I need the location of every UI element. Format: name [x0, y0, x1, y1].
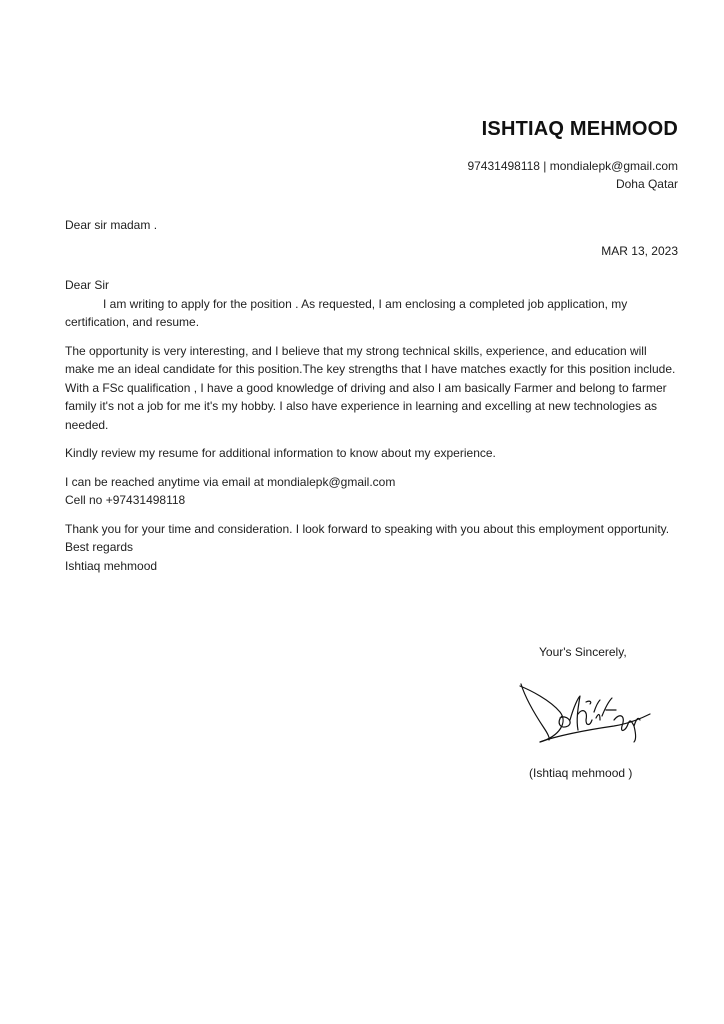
- handwritten-signature: [516, 676, 654, 752]
- contact-cell-line: Cell no +97431498118: [65, 493, 186, 507]
- contact-location: Doha Qatar: [615, 177, 678, 191]
- paragraph-opportunity: The opportunity is very interesting, and I believe that my strong technical skills, experience, and education will make me an ideal candidate for this position.The key strengths that I have matches exactly for this position include.: [65, 343, 676, 376]
- contact-email-line: I can be reached anytime via email at mondialepk@gmail.com: [65, 474, 396, 489]
- paragraph-qualification: With a FSc qualification , I have a good knowledge of driving and also I am basically Farmer and belong to farmer family it's not a job for me it's my hobby. I also have experience in learning and excelling at new technologies as needed.: [65, 380, 667, 432]
- signature-name: (Ishtiaq mehmood ): [529, 766, 633, 780]
- letter-body: [65, 276, 677, 575]
- regards-name: Ishtiaq mehmood: [65, 558, 158, 573]
- salutation: Dear Sir: [65, 278, 110, 292]
- paragraph-intro: I am writing to apply for the position . As requested, I am enclosing a completed job application, my certification, and resume.: [65, 296, 628, 329]
- greeting-top: Dear sir madam .: [65, 218, 158, 232]
- paragraph-review: Kindly review my resume for additional information to know about my experience.: [65, 446, 496, 460]
- contact-phone-email: 97431498118 | mondialepk@gmail.com: [467, 159, 678, 173]
- letter-date: MAR 13, 2023: [601, 244, 678, 258]
- regards-line: Best regards: [65, 540, 134, 554]
- paragraph-thanks: Thank you for your time and consideration. I look forward to speaking with you about this employment opportunity.: [65, 521, 670, 536]
- contact-block: [467, 157, 678, 193]
- applicant-name: ISHTIAQ MEHMOOD: [481, 118, 678, 140]
- closing-line: Your's Sincerely,: [539, 645, 627, 659]
